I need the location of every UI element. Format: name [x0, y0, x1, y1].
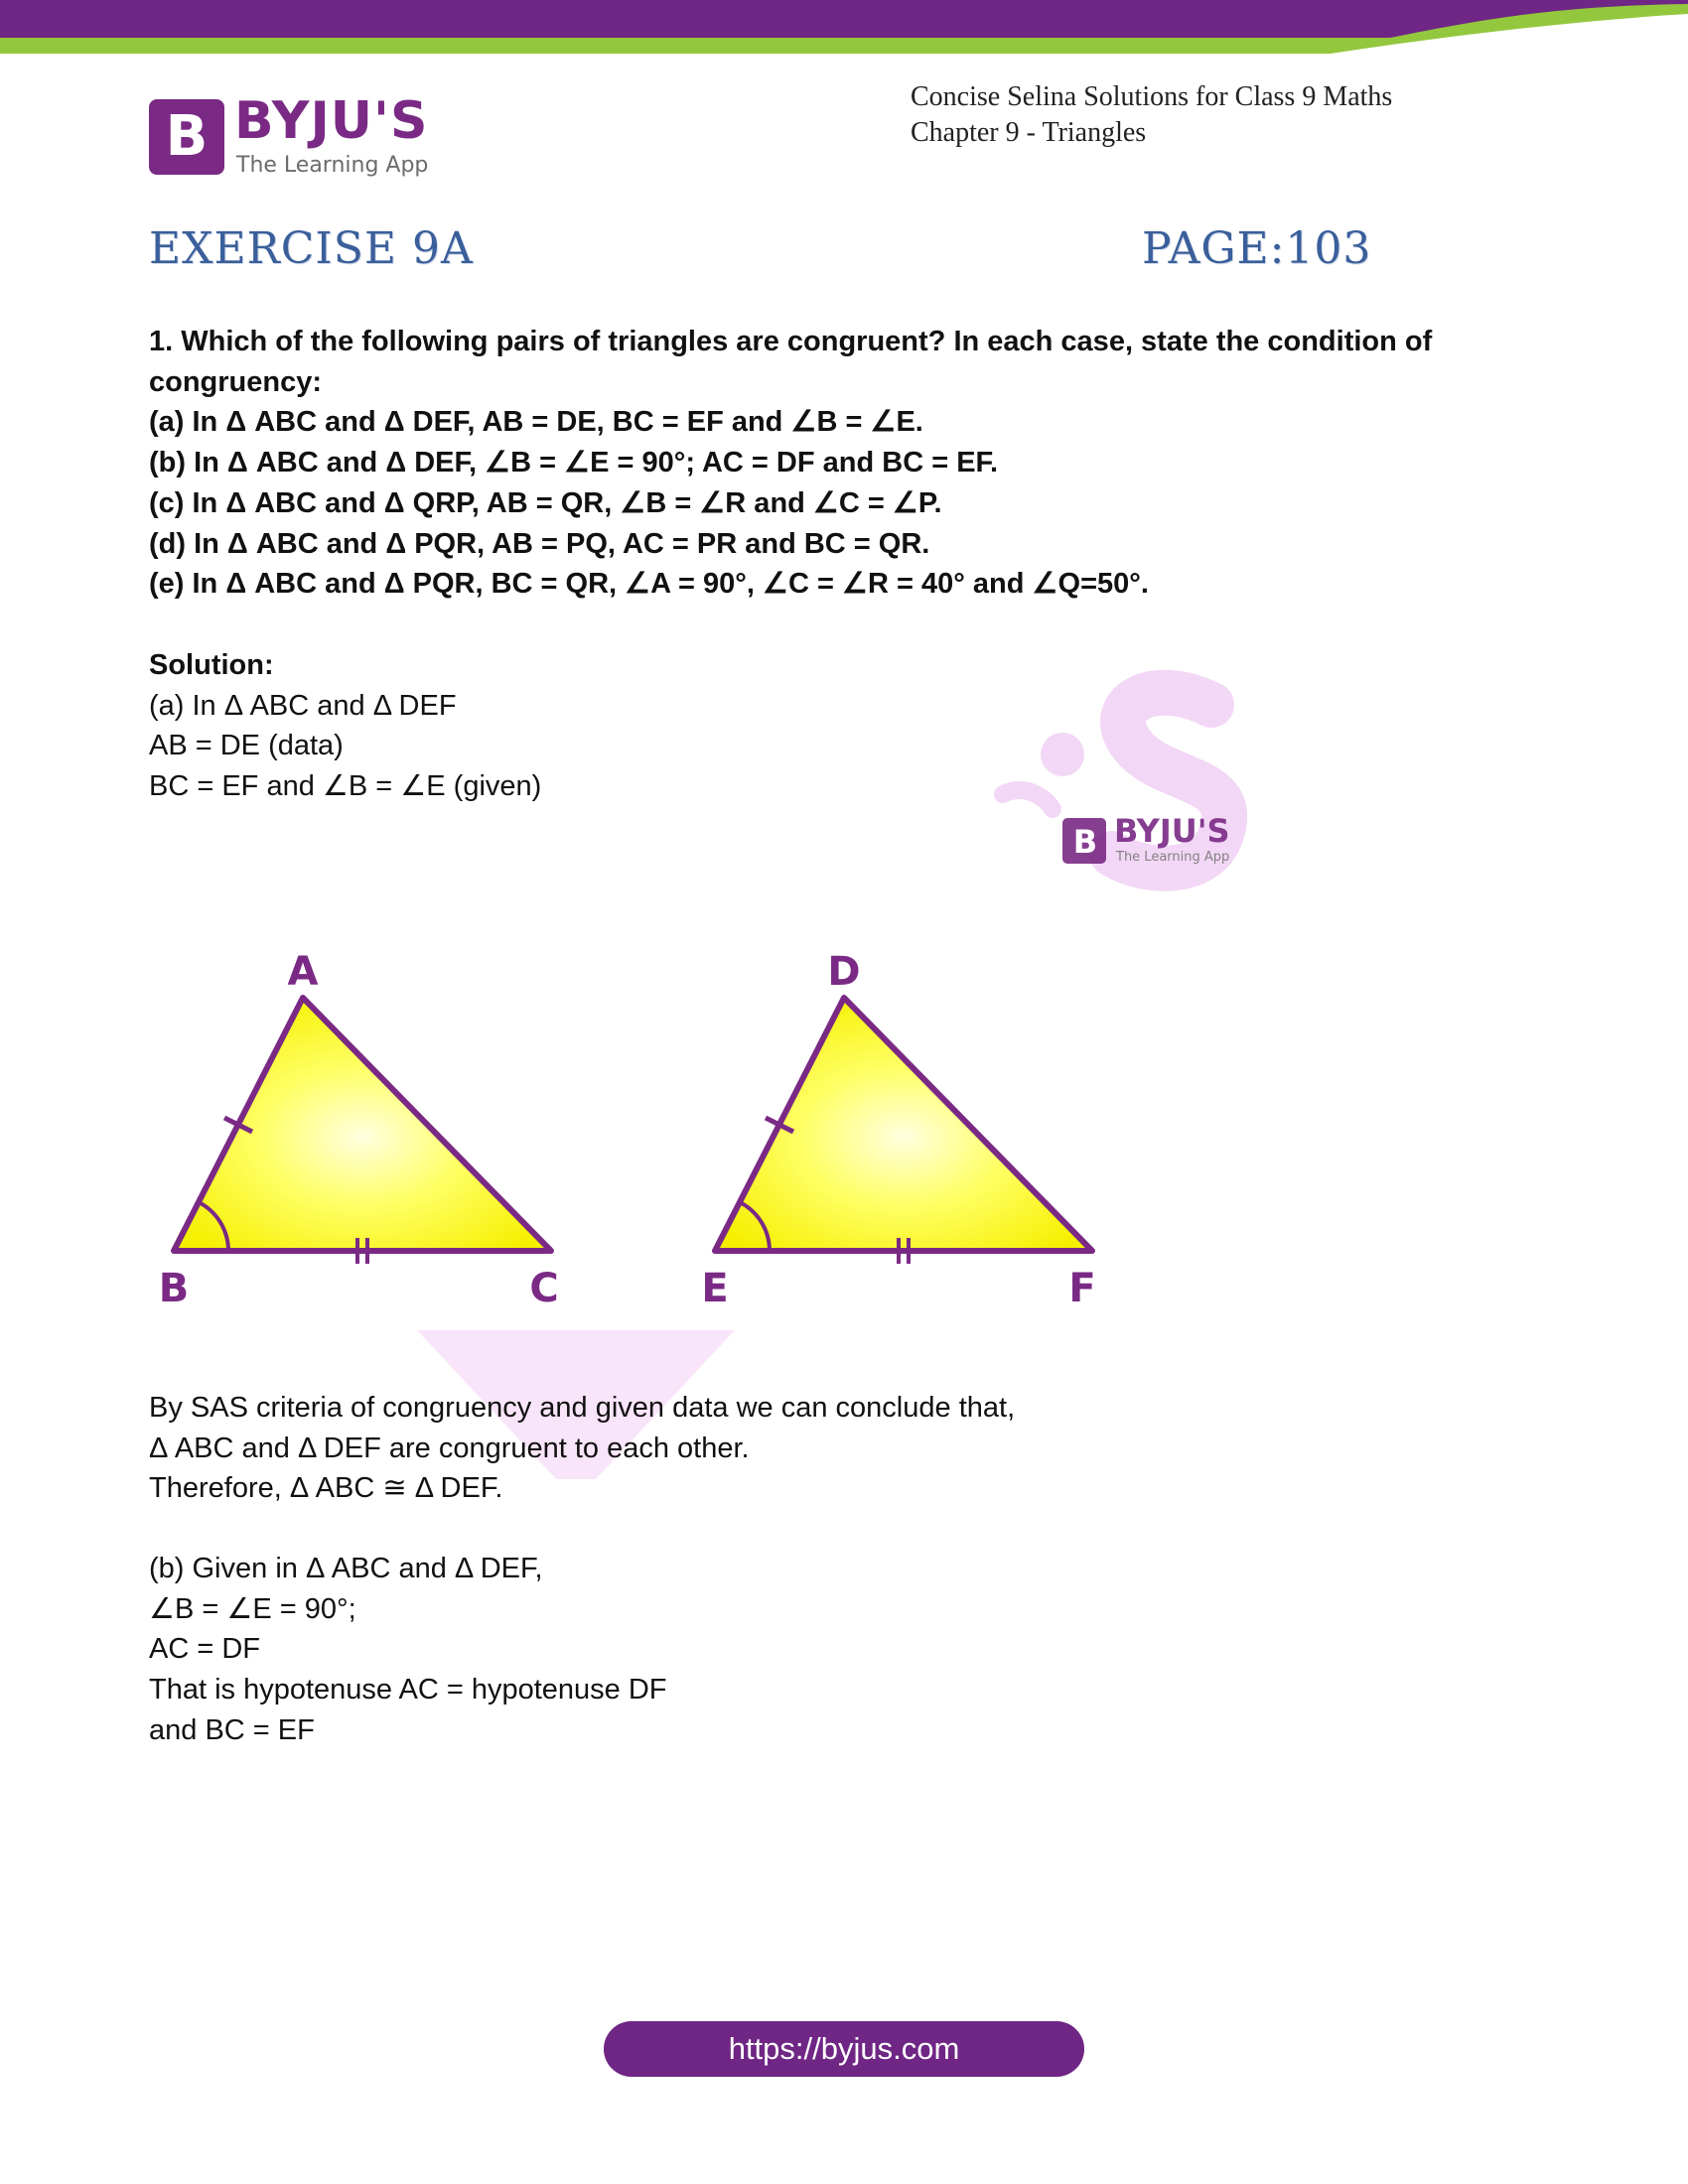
byjus-logo: [149, 91, 447, 181]
solution-line: (a) In Δ ABC and Δ DEF: [149, 689, 457, 722]
solution-line: BC = EF and ∠B = ∠E (given): [149, 770, 542, 803]
book-title: Concise Selina Solutions for Class 9 Maths: [911, 81, 1393, 112]
vertex-label-c: C: [529, 1266, 559, 1311]
vertex-label-d: D: [827, 949, 861, 995]
page-number: PAGE:103: [1142, 223, 1372, 274]
vertex-label-e: E: [701, 1266, 729, 1311]
solution-line: AC = DF: [149, 1633, 260, 1666]
logo-letter: B: [165, 104, 209, 169]
vertex-label-f: F: [1068, 1266, 1096, 1311]
watermark-logo-mark: [1062, 818, 1106, 864]
triangle-def: [715, 998, 1092, 1264]
footer-url-link[interactable]: https://byjus.com: [604, 2021, 1084, 2077]
solution-line: and BC = EF: [149, 1713, 315, 1746]
triangle-abc: [174, 998, 551, 1264]
vertex-label-a: A: [287, 949, 319, 995]
question-block: [149, 322, 1460, 605]
solution-part-a: [149, 645, 1460, 807]
solution-line: By SAS criteria of congruency and given data we can conclude that,: [149, 1392, 1016, 1424]
question-line: (a) In Δ ABC and Δ DEF, AB = DE, BC = EF and ∠B = ∠E.: [149, 406, 923, 439]
watermark-logo-name: BYJU'S: [1114, 812, 1230, 850]
watermark-logo-tagline: The Learning App: [1116, 850, 1230, 865]
exercise-title: EXERCISE 9A: [149, 223, 474, 274]
question-line: 1. Which of the following pairs of triangles are congruent? In each case, state the condition of: [149, 326, 1433, 357]
solution-heading: Solution:: [149, 649, 274, 681]
solution-line: (b) Given in Δ ABC and Δ DEF,: [149, 1553, 543, 1584]
watermark-logo-letter: B: [1072, 823, 1098, 861]
document-header: [911, 79, 1467, 151]
question-line: (e) In Δ ABC and Δ PQR, BC = QR, ∠A = 90°, ∠C = ∠R = 40° and ∠Q=50°.: [149, 568, 1149, 601]
logo-tagline: The Learning App: [236, 153, 429, 178]
question-line: (b) In Δ ABC and Δ DEF, ∠B = ∠E = 90°; AC = DF and BC = EF.: [149, 447, 999, 479]
solution-part-a-conclusion: [149, 1388, 1460, 1509]
question-line: (d) In Δ ABC and Δ PQR, AB = PQ, AC = PR and BC = QR.: [149, 527, 930, 560]
solution-line: That is hypotenuse AC = hypotenuse DF: [149, 1674, 667, 1706]
top-banner: [0, 0, 1688, 62]
solution-line: Δ ABC and Δ DEF are congruent to each other.: [149, 1432, 750, 1464]
vertex-label-b: B: [158, 1266, 190, 1311]
triangles-figure: [149, 938, 1122, 1315]
solution-part-b: [149, 1549, 1460, 1751]
solution-line: ∠B = ∠E = 90°;: [149, 1592, 356, 1625]
chapter-title: Chapter 9 - Triangles: [911, 117, 1147, 148]
solution-line: AB = DE (data): [149, 730, 344, 762]
solution-line: Therefore, Δ ABC ≅ Δ DEF.: [149, 1472, 503, 1505]
watermark-logo: [1062, 812, 1261, 872]
logo-mark: [149, 99, 224, 175]
question-line: (c) In Δ ABC and Δ QRP, AB = QR, ∠B = ∠R and ∠C = ∠P.: [149, 486, 942, 519]
logo-name: BYJU'S: [234, 91, 429, 151]
question-line: congruency:: [149, 365, 323, 398]
